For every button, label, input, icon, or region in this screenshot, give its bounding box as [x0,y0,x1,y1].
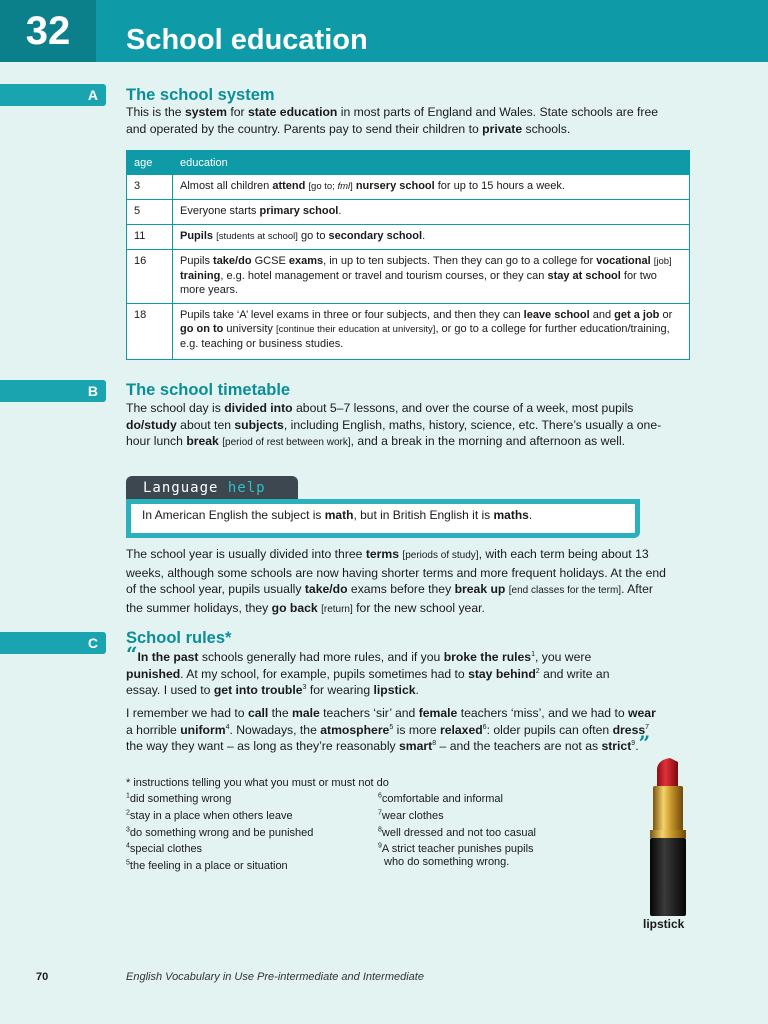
lipstick-icon [640,756,696,918]
section-a-heading: The school system [126,86,275,104]
footnote-item: $^4$special clothes [126,842,203,856]
footnote-item: $^9$A strict teacher punishes pupils who do something wrong. [378,842,534,869]
footnote-item: $^5$the feeling in a place or situation [126,859,288,873]
table-row [127,304,690,360]
section-c-heading: School rules* [126,629,232,647]
table-cell-age: 5 [127,200,173,225]
footnote-star: * instructions telling you what you must or must not do [126,777,389,789]
section-b-tab: B [0,380,106,402]
language-help-label: Language [143,480,219,496]
lipstick-caption: lipstick [643,917,685,931]
section-b-heading: The school timetable [126,381,291,399]
table-row [127,175,690,200]
table-header-age: age [127,151,173,175]
language-help-text: In American English the subject is math, but in British English it is maths. [142,508,533,522]
section-b-paragraph-2: The school year is usually divided into three terms [periods of study], with each term being about 13 weeks, although some schools are now having shorter terms and more frequent holidays. At the end of the school year, pupils usually take/do exams before they break up [end classes for the term]. After the summer holidays, they go back [return] for the new school year. [126,547,666,615]
footnote-item: $^2$stay in a place when others leave [126,809,293,822]
section-c-paragraph-2-text: I remember we had to call the male teachers ‘sir’ and female teachers ‘miss’, and we had to wear a horrible uniform$^4$. Nowadays, the atmosphere$^5$ is more relaxed$^6$: older pupils can often dress$^7$ the way they want – as long as they’re reasonably smart$^8$ – and the teachers are not as strict$^9$. [126,706,656,753]
table-header-education: education [173,151,690,175]
section-c-paragraph-1-text: In the past schools generally had more rules, and if you broke the rules$^1$, you were punished. At my school, for example, pupils sometimes had to stay behind$^2$ and write an essay. I used to get into trouble$^3$ for wearing lipstick. [126,650,610,697]
unit-title: School education [126,24,368,56]
close-quote-mark: ” [638,731,651,755]
footnote-item: $^6$comfortable and informal [378,792,503,805]
language-help-label-accent: help [227,480,266,496]
open-quote-mark: “ [126,642,138,666]
section-c-paragraph-1 [126,642,646,699]
table-header-row [127,151,690,175]
table-cell-age: 18 [127,304,173,360]
table-row [127,200,690,225]
table-cell-education: Everyone starts primary school. [173,200,690,225]
footnote-item: $^3$do something wrong and be punished [126,825,314,839]
language-help-tab [126,476,298,500]
section-a-intro: This is the system for state education in most parts of England and Wales. State schools are free and operated by the country. Parents pay to send their children to private schools. [126,105,659,136]
table-row [127,250,690,304]
page-number: 70 [36,971,49,983]
footnote-item: $^1$did something wrong [126,792,232,805]
school-system-table [126,150,690,360]
footnotes-left [126,791,313,875]
unit-header-bar [0,0,768,62]
table-cell-education: Pupils take/do GCSE exams, in up to ten subjects. Then they can go to a college for vocational [job] training, e.g. hotel management or travel and tourism courses, or they can stay at school for two more years. [173,250,690,304]
table-cell-education: Pupils [students at school] go to secondary school. [173,225,690,250]
table-cell-education: Almost all children attend [go to; fml] nursery school for up to 15 hours a week. [173,175,690,200]
table-cell-education: Pupils take ‘A’ level exams in three or four subjects, and then they can leave school and get a job or go on to university [continue their education at university], or go to a college for further education/training, e.g. teaching or business studies. [173,304,690,360]
table-cell-age: 11 [127,225,173,250]
table-cell-age: 16 [127,250,173,304]
book-title: English Vocabulary in Use Pre-intermediate and Intermediate [126,971,424,983]
table-row [127,225,690,250]
section-b-paragraph-1: The school day is divided into about 5–7 lessons, and over the course of a week, most pupils do/study about ten subjects, including English, maths, history, science, etc. There’s usually a one-hour lunch break [period of rest between work], and a break in the morning and afternoon as well. [126,401,662,448]
section-a-tab: A [0,84,106,106]
unit-number: 32 [0,0,96,62]
footnote-item: $^7$wear clothes [378,809,444,822]
table-cell-age: 3 [127,175,173,200]
footnote-item: $^8$well dressed and not too casual [378,825,537,839]
section-c-tab: C [0,632,106,654]
section-c-paragraph-2 [126,705,656,755]
footnotes-right [378,791,536,869]
